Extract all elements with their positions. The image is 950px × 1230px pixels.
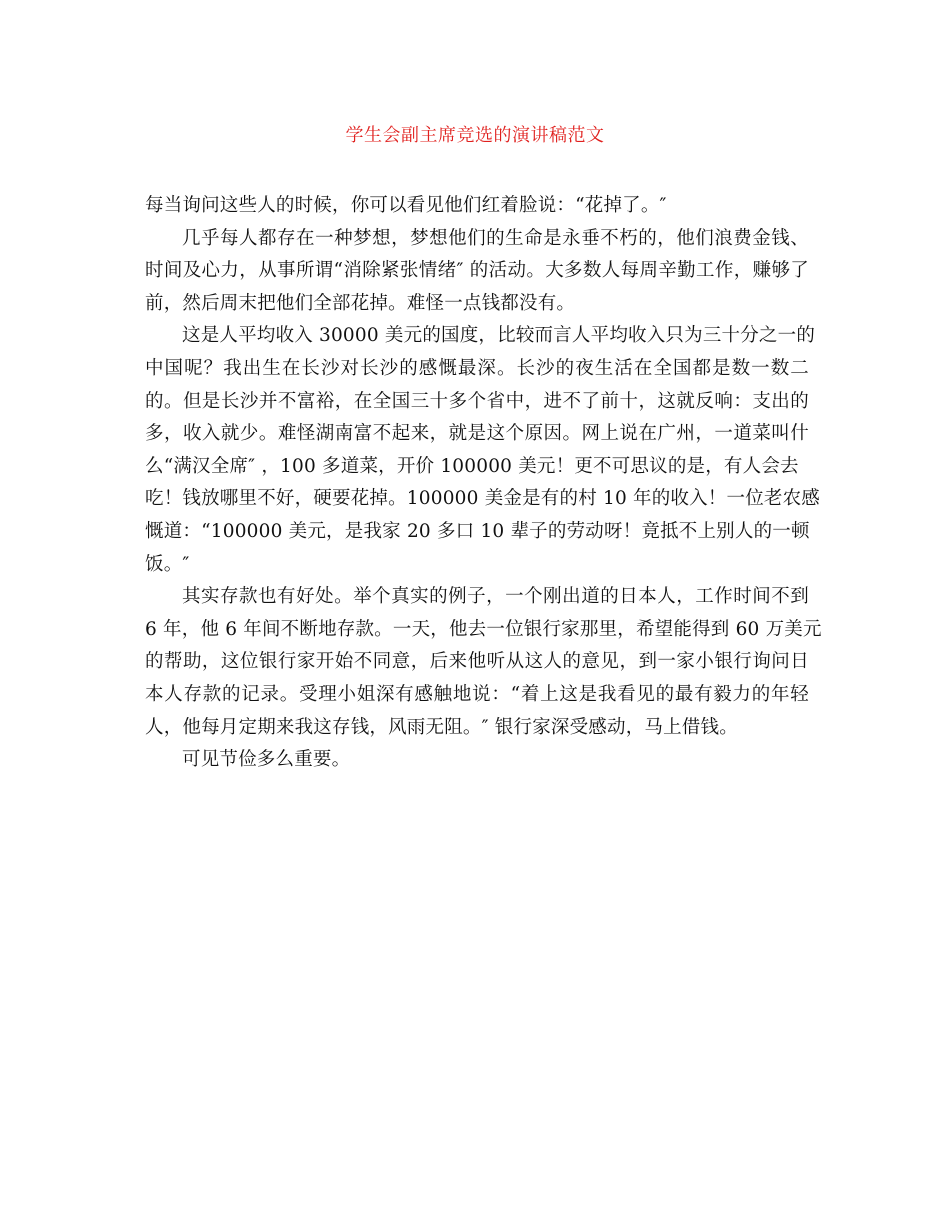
text-line: 的帮助，这位银行家开始不同意，后来他听从这人的意见，到一家小银行询问日 [145,651,809,673]
paragraph [145,190,809,223]
text-line: 几乎每人都存在一种梦想，梦想他们的生命是永垂不朽的，他们浪费金钱、 [182,227,809,249]
text-line: 这是人平均收入 30000 美元的国度，比较而言人平均收入只为三十分之一的 [182,325,816,347]
text-line: 的。但是长沙并不富裕，在全国三十多个省中，进不了前十，这就反响：支出的 [145,390,809,412]
text-line: 6 年，他 6 年间不断地存款。一天，他去一位银行家那里，希望能得到 60 万美元 [145,618,822,640]
text-line: 本人存款的记录。受理小姐深有感触地说：“着上这是我看见的最有毅力的年轻 [145,683,809,705]
paragraph [145,744,809,777]
paragraph [145,320,821,581]
text-line: 时间及心力，从事所谓“消除紧张情绪″ 的活动。大多数人每周辛勤工作，赚够了 [145,260,809,282]
text-line: 可见节俭多么重要。 [182,749,351,771]
document-body [145,190,822,777]
text-line: 饭。″ [145,553,190,575]
text-line: 前，然后周末把他们全部花掉。难怪一点钱都没有。 [145,292,576,314]
text-line: 多，收入就少。难怪湖南富不起来，就是这个原因。网上说在广州，一道菜叫什 [145,423,809,445]
text-line: 人，他每月定期来我这存钱，风雨无阻。″ 银行家深受感动，马上借钱。 [145,716,738,738]
paragraph [145,223,809,321]
text-line: 中国呢？我出生在长沙对长沙的感慨最深。长沙的夜生活在全国都是数一数二 [145,357,809,379]
text-line: 其实存款也有好处。举个真实的例子，一个刚出道的日本人，工作时间不到 [182,586,809,608]
text-line: 么“满汉全席″ ，100 多道菜，开价 100000 美元！更不可思议的是，有人会去 [145,455,799,477]
text-line: 慨道：“100000 美元，是我家 20 多口 10 辈子的劳动呀！竟抵不上别人的一顿 [145,520,810,542]
text-line: 每当询问这些人的时候，你可以看见他们红着脸说：“花掉了。″ [145,195,667,216]
document-title: 学生会副主席竞选的演讲稿范文 [345,125,605,146]
text-line: 吃！钱放哪里不好，硬要花掉。100000 美金是有的村 10 年的收入！一位老农感 [145,488,821,510]
paragraph [145,581,822,744]
